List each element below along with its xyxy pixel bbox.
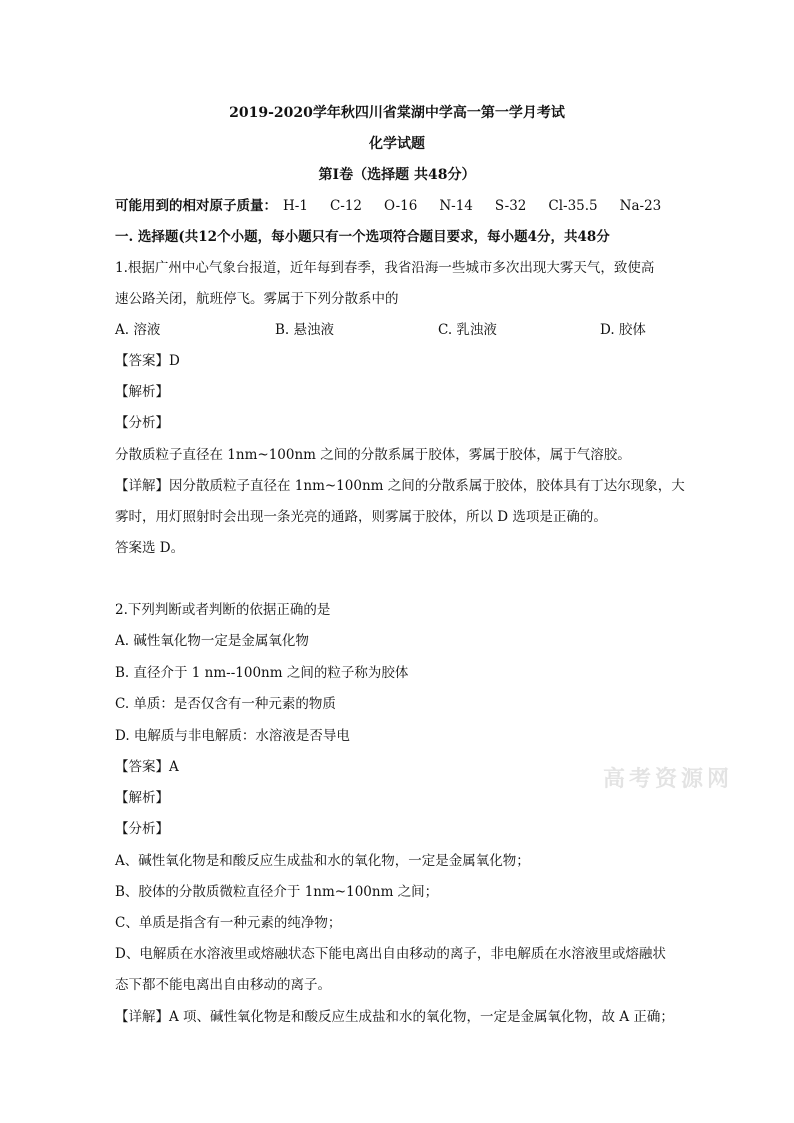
exam-subtitle: 化学试题 — [369, 136, 425, 152]
q1-analysis-tag: 【解析】 — [115, 384, 169, 400]
atomic-mass-item: Na-23 — [619, 198, 662, 214]
part1-heading: 一. 选择题(共12个小题，每小题只有一个选项符合题目要求，每小题4分，共48分 — [115, 229, 610, 245]
atomic-masses — [115, 197, 683, 215]
watermark: 高考资源网 — [603, 766, 734, 792]
atomic-mass-item: N-14 — [439, 198, 473, 214]
atomic-masses-label: 可能用到的相对原子质量： — [115, 198, 277, 214]
q2-fenxi-tag: 【分析】 — [115, 821, 169, 837]
q1-stem-line1: 1.根据广州中心气象台报道，近年每到春季，我省沿海一些城市多次出现大雾天气，致使高 — [115, 260, 655, 276]
atomic-mass-item: Cl-35.5 — [548, 198, 598, 214]
q2-answer: 【答案】A — [115, 759, 179, 775]
q2-stem: 2.下列判断或者判断的依据正确的是 — [115, 602, 331, 618]
q2-option-b: B. 直径介于 1 nm--100nm 之间的粒子称为胶体 — [115, 665, 409, 681]
q1-detail-line1: 【详解】因分散质粒子直径在 1nm~100nm 之间的分散系属于胶体，胶体具有丁达尔现象，大 — [115, 478, 685, 494]
q1-fenxi-tag: 【分析】 — [115, 415, 169, 431]
q2-fenxi-line: 态下都不能电离出自由移动的离子。 — [115, 977, 331, 993]
q2-option-d: D. 电解质与非电解质：水溶液是否导电 — [115, 728, 350, 744]
q2-fenxi-line: C、单质是指含有一种元素的纯净物； — [115, 915, 342, 931]
q2-fenxi-line: D、电解质在水溶液里或熔融状态下能电离出自由移动的离子，非电解质在水溶液里或熔融状 — [115, 946, 666, 962]
q1-fenxi: 分散质粒子直径在 1nm~100nm 之间的分散系属于胶体，雾属于胶体，属于气溶胶。 — [115, 447, 631, 463]
q2-option-a: A. 碱性氧化物一定是金属氧化物 — [115, 633, 309, 649]
atomic-mass-item: S-32 — [494, 198, 527, 214]
q2-analysis-tag: 【解析】 — [115, 790, 169, 806]
q2-detail: 【详解】A 项、碱性氧化物是和酸反应生成盐和水的氧化物，一定是金属氧化物，故 A 正确； — [115, 1009, 674, 1025]
q1-conclusion: 答案选 D。 — [115, 540, 185, 556]
exam-title: 2019-2020学年秋四川省棠湖中学高一第一学月考试 — [229, 105, 565, 121]
q2-option-c: C. 单质：是否仅含有一种元素的物质 — [115, 696, 336, 712]
atomic-mass-item: O-16 — [384, 198, 418, 214]
q1-detail-line2: 雾时，用灯照射时会出现一条光亮的通路，则雾属于胶体，所以 D 选项是正确的。 — [115, 509, 607, 525]
q1-answer: 【答案】D — [115, 353, 180, 369]
atomic-mass-item: H-1 — [283, 198, 308, 214]
q1-stem-line2: 速公路关闭，航班停飞。雾属于下列分散系中的 — [115, 291, 399, 307]
q1-option-c: C. 乳浊液 — [438, 322, 497, 338]
atomic-mass-item: C-12 — [329, 198, 363, 214]
section-heading: 第Ⅰ卷（选择题 共48分） — [318, 167, 476, 183]
q1-option-d: D. 胶体 — [600, 322, 646, 338]
q2-fenxi-line: B、胶体的分散质微粒直径介于 1nm~100nm 之间； — [115, 884, 439, 900]
q1-option-b: B. 悬浊液 — [275, 322, 335, 338]
q1-option-a: A. 溶液 — [115, 322, 161, 338]
q2-fenxi-line: A、碱性氧化物是和酸反应生成盐和水的氧化物，一定是金属氧化物； — [115, 853, 530, 869]
